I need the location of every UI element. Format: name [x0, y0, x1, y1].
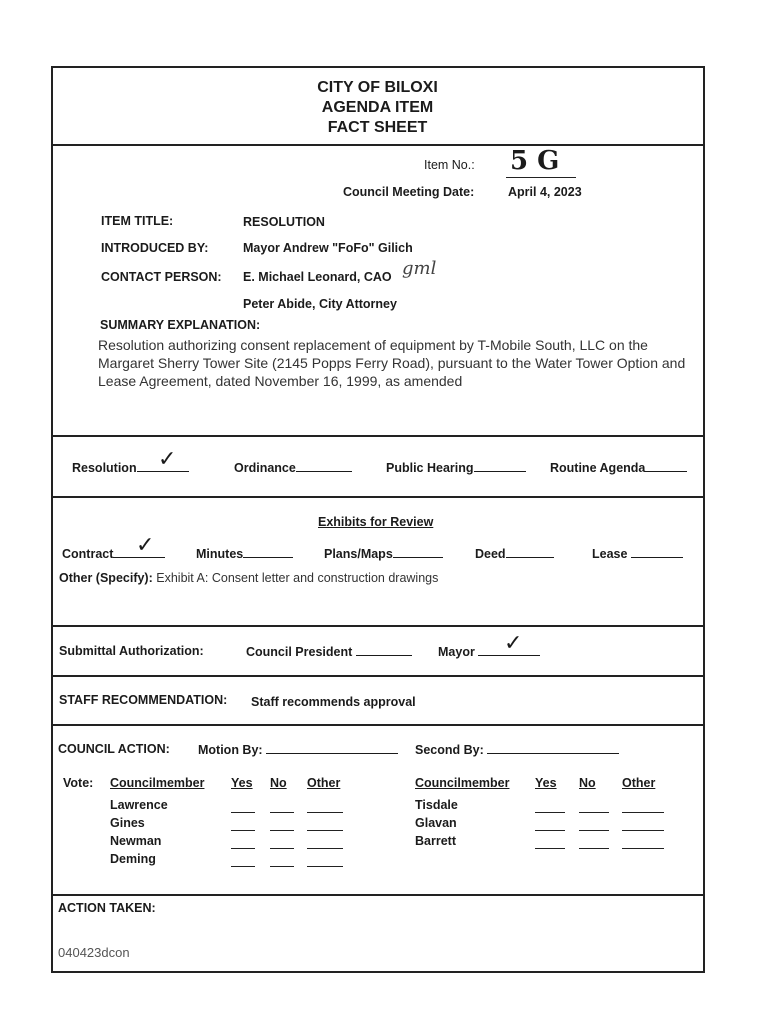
vote-blank — [622, 812, 664, 813]
exhibit-plans-maps-line — [393, 546, 443, 558]
right-col-no: No — [579, 776, 596, 790]
vote-blank — [579, 848, 609, 849]
exhibit-deed-label: Deed — [475, 547, 506, 561]
header-line-3: FACT SHEET — [327, 119, 428, 136]
header-line-1: CITY OF BILOXI — [317, 79, 438, 96]
council-action-label: COUNCIL ACTION: — [58, 742, 170, 756]
type-ordinance-line — [296, 460, 352, 472]
type-routine-agenda-label: Routine Agenda — [550, 461, 646, 475]
left-member-1: Lawrence — [110, 798, 168, 812]
vote-blank — [270, 848, 294, 849]
resolution-check-mark: ✓ — [158, 446, 177, 471]
right-member-2: Glavan — [415, 816, 457, 830]
meeting-date-label: Council Meeting Date: — [343, 185, 475, 199]
contact-person-label: CONTACT PERSON: — [101, 270, 222, 284]
exhibit-other-label: Other (Specify): — [59, 571, 153, 585]
motion-by-label: Motion By: — [198, 743, 263, 757]
vote-blank — [535, 830, 565, 831]
exhibit-contract-label: Contract — [62, 547, 114, 561]
motion-by — [198, 742, 398, 757]
exhibit-other — [59, 571, 438, 585]
type-ordinance-label: Ordinance — [234, 461, 296, 475]
vote-blank — [231, 848, 255, 849]
type-public-hearing-line — [474, 460, 526, 472]
second-by-line — [487, 742, 619, 754]
type-ordinance — [234, 460, 352, 475]
right-member-1: Tisdale — [415, 798, 458, 812]
auth-council-president — [246, 644, 412, 659]
auth-council-president-line — [356, 644, 412, 656]
introduced-by-value: Mayor Andrew "FoFo" Gilich — [243, 241, 413, 255]
item-title-value: RESOLUTION — [243, 215, 325, 229]
vote-blank — [307, 812, 343, 813]
item-no-underline — [506, 177, 576, 178]
item-no-label: Item No.: — [424, 158, 475, 172]
vote-blank — [307, 848, 343, 849]
type-resolution-label: Resolution — [72, 461, 137, 475]
meeting-date-value: April 4, 2023 — [508, 185, 582, 199]
mayor-check-mark: ✓ — [504, 630, 523, 655]
vote-blank — [622, 830, 664, 831]
header-line-2: AGENDA ITEM — [321, 99, 434, 116]
exhibit-plans-maps-label: Plans/Maps — [324, 547, 393, 561]
exhibit-lease — [592, 546, 683, 561]
header-section — [52, 68, 703, 146]
second-by-label: Second By: — [415, 743, 484, 757]
auth-mayor — [438, 644, 540, 659]
left-col-member: Councilmember — [110, 776, 205, 790]
exhibit-plans-maps — [324, 546, 443, 561]
exhibit-minutes-label: Minutes — [196, 547, 244, 561]
left-col-other: Other — [307, 776, 341, 790]
motion-by-line — [266, 742, 398, 754]
summary-text: Resolution authorizing consent replacement of equipment by T-Mobile South, LLC on the Margaret Sherry Tower Site (2145 Popps Ferry Road), pursuant to the Water Tower Option and Lease Agreement, dated November 16, 1999, as amended — [98, 337, 686, 389]
staff-value: Staff recommends approval — [251, 695, 416, 709]
right-col-yes: Yes — [535, 776, 557, 790]
exhibit-lease-label: Lease — [592, 547, 628, 561]
contact-initials-handwritten: gml — [402, 258, 437, 279]
document-code: 040423dcon — [58, 945, 130, 960]
type-public-hearing — [386, 460, 526, 475]
left-member-2: Gines — [110, 816, 145, 830]
right-col-member: Councilmember — [415, 776, 510, 790]
vote-blank — [231, 830, 255, 831]
vote-blank — [579, 830, 609, 831]
left-member-3: Newman — [110, 834, 162, 848]
vote-blank — [622, 848, 664, 849]
type-routine-agenda-line — [645, 460, 687, 472]
exhibit-lease-line — [631, 546, 683, 558]
exhibit-deed-line — [506, 546, 554, 558]
exhibit-minutes-line — [243, 546, 293, 558]
vote-blank — [270, 812, 294, 813]
item-no-value: 5 G — [510, 146, 560, 176]
left-member-4: Deming — [110, 852, 156, 866]
authorization-label: Submittal Authorization: — [59, 644, 204, 658]
type-public-hearing-label: Public Hearing — [386, 461, 474, 475]
auth-mayor-label: Mayor — [438, 645, 475, 659]
right-member-3: Barrett — [415, 834, 456, 848]
vote-blank — [535, 848, 565, 849]
action-taken-label: ACTION TAKEN: — [58, 901, 156, 915]
vote-blank — [231, 866, 255, 867]
vote-label: Vote: — [63, 776, 94, 790]
vote-blank — [307, 866, 343, 867]
vote-blank — [307, 830, 343, 831]
introduced-by-label: INTRODUCED BY: — [101, 241, 209, 255]
exhibit-other-value: Exhibit A: Consent letter and construction drawings — [156, 571, 439, 585]
vote-blank — [231, 812, 255, 813]
left-col-yes: Yes — [231, 776, 253, 790]
summary-label: SUMMARY EXPLANATION: — [100, 318, 261, 332]
vote-blank — [270, 866, 294, 867]
contact-person-value-2: Peter Abide, City Attorney — [243, 297, 397, 311]
exhibit-minutes — [196, 546, 293, 561]
second-by — [415, 742, 619, 757]
vote-blank — [270, 830, 294, 831]
contract-check-mark: ✓ — [136, 532, 155, 557]
left-col-no: No — [270, 776, 287, 790]
type-routine-agenda — [550, 460, 687, 475]
contact-person-value: E. Michael Leonard, CAO — [243, 270, 392, 284]
item-title-label: ITEM TITLE: — [101, 214, 174, 228]
exhibits-title: Exhibits for Review — [318, 515, 434, 529]
exhibit-deed — [475, 546, 554, 561]
auth-council-president-label: Council President — [246, 645, 353, 659]
vote-blank — [579, 812, 609, 813]
vote-blank — [535, 812, 565, 813]
staff-label: STAFF RECOMMENDATION: — [59, 693, 228, 707]
right-col-other: Other — [622, 776, 656, 790]
